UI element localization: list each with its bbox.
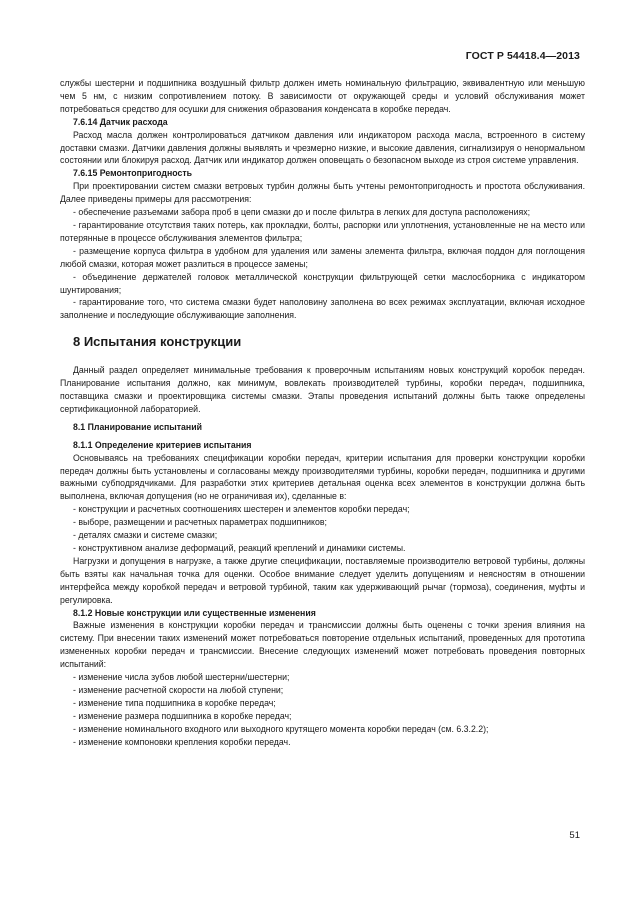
document-header: ГОСТ Р 54418.4—2013 xyxy=(465,50,580,62)
list-item: - изменение номинального входного или выходного крутящего момента коробки передач (см. 6.3.2.2); xyxy=(73,723,489,734)
list-item: - размещение корпуса фильтра в удобном для удаления или замены элемента фильтра, включая поддон для поглощения любой смазки, которая может разлиться в процессе замены; xyxy=(60,245,585,269)
list-item: - изменение компоновки крепления коробки передач. xyxy=(73,736,291,747)
paragraph: Расход масла должен контролироваться датчиком давления или индикатором расхода масла, встроенного в систему доставки смазки. Датчики давления должны выявлять и чрезмерно низкие, и высокие давления, сигнализируя о ненормальном состоянии или блокируя расход. Датчик или индикатор должен оповещать о безопасном выходе из строя системе управления. xyxy=(60,129,585,166)
list-item: - изменение типа подшипника в коробке передач; xyxy=(73,697,276,708)
document-body xyxy=(60,77,585,749)
list-item: - изменение размера подшипника в коробке передач; xyxy=(73,710,292,721)
page-number: 51 xyxy=(569,830,580,841)
subsection-heading: 7.6.14 Датчик расхода xyxy=(73,116,168,127)
list-item: - деталях смазки и системе смазки; xyxy=(73,530,218,541)
list-item: - выборе, размещении и расчетных параметрах подшипников; xyxy=(73,517,327,528)
paragraph: службы шестерни и подшипника воздушный фильтр должен иметь номинальную фильтрацию, эквивалентную или меньшую чем 5 нм, с низким сопротивлением потоку. В зависимости от окружающей среды и условий обслуживания может потребоваться средство для осушки для снижения образования конденсата в коробке передач. xyxy=(60,78,585,114)
list-item: - обеспечение разъемами забора проб в цепи смазки до и после фильтра в легких для доступа расположениях; xyxy=(73,207,531,218)
list-item: - конструктивном анализе деформаций, реакций креплений и динамики системы. xyxy=(73,543,406,553)
subsection-heading: 8.1.1 Определение критериев испытания xyxy=(73,439,252,450)
subsection-heading: 7.6.15 Ремонтопригодность xyxy=(73,168,192,179)
list-item: - изменение числа зубов любой шестерни/шестерни; xyxy=(73,672,290,683)
paragraph: Основываясь на требованиях спецификации коробки передач, критерии испытания для проверки конструкции коробки передач должны быть установлены и согласованы между производителями турбины, коробки передач, подшипника и другими важными субподрядчиками. Для разработки этих критериев детальная оценка всех элементов в конструкции должна быть выполнена, включая допущения (но не ограничивая их), сделанные в: xyxy=(60,452,585,502)
paragraph: Данный раздел определяет минимальные требования к проверочным испытаниям новых конструкций коробок передач. Планирование испытания должно, как минимум, вовлекать производителей турбины, коробки передач, подшипника, поставщика смазки и проектировщика системы смазки. Этапы проведения испытаний должны быть также определены сертификационной лабораторией. xyxy=(60,365,585,414)
subsection-heading: 8.1.2 Новые конструкции или существенные изменения xyxy=(73,607,316,618)
list-item: - гарантирование отсутствия таких потерь, как прокладки, болты, распорки или уплотнения, установленные не на место или потерянные в процессе обслуживания элементов фильтра; xyxy=(60,219,585,243)
subsection-heading: 8.1 Планирование испытаний xyxy=(73,421,202,432)
section-heading: 8 Испытания конструкции xyxy=(73,334,242,350)
list-item: - конструкции и расчетных соотношениях шестерен и элементов коробки передач; xyxy=(73,504,410,515)
list-item: - объединение держателей головок металлической конструкции фильтрующей сетки маслосборника с индикатором шунтирования; xyxy=(60,271,585,295)
list-item: - гарантирование того, что система смазки будет наполовину заполнена во всех режимах эксплуатации, включая исходное заполнение и последующие обслуживающие заполнения. xyxy=(60,297,585,321)
paragraph: Важные изменения в конструкции коробки передач и трансмиссии должны быть оценены с точки зрения влияния на систему. При внесении таких изменений может потребоваться повторение отдельных испытаний, проведенных для прототипа измененных коробки передач и трансмиссии. Внесение следующих изменений может потребовать проведения повторных испытаний: xyxy=(60,620,585,670)
list-item: - изменение расчетной скорости на любой ступени; xyxy=(73,684,284,695)
paragraph: При проектировании систем смазки ветровых турбин должны быть учтены ремонтопригодность и простота обслуживания. Далее приведены примеры для рассмотрения: xyxy=(60,181,585,205)
paragraph: Нагрузки и допущения в нагрузке, а также другие спецификации, поставляемые производителю ветровой турбины, должны быть взяты как начальная точка для оценки. Особое внимание следует уделить допущениям и неясностям в отношении интерфейса между коробкой передач и ветровой турбиной, таким как удерживающий рычаг (тормоза), соединения, муфты и регулировка. xyxy=(60,555,585,605)
